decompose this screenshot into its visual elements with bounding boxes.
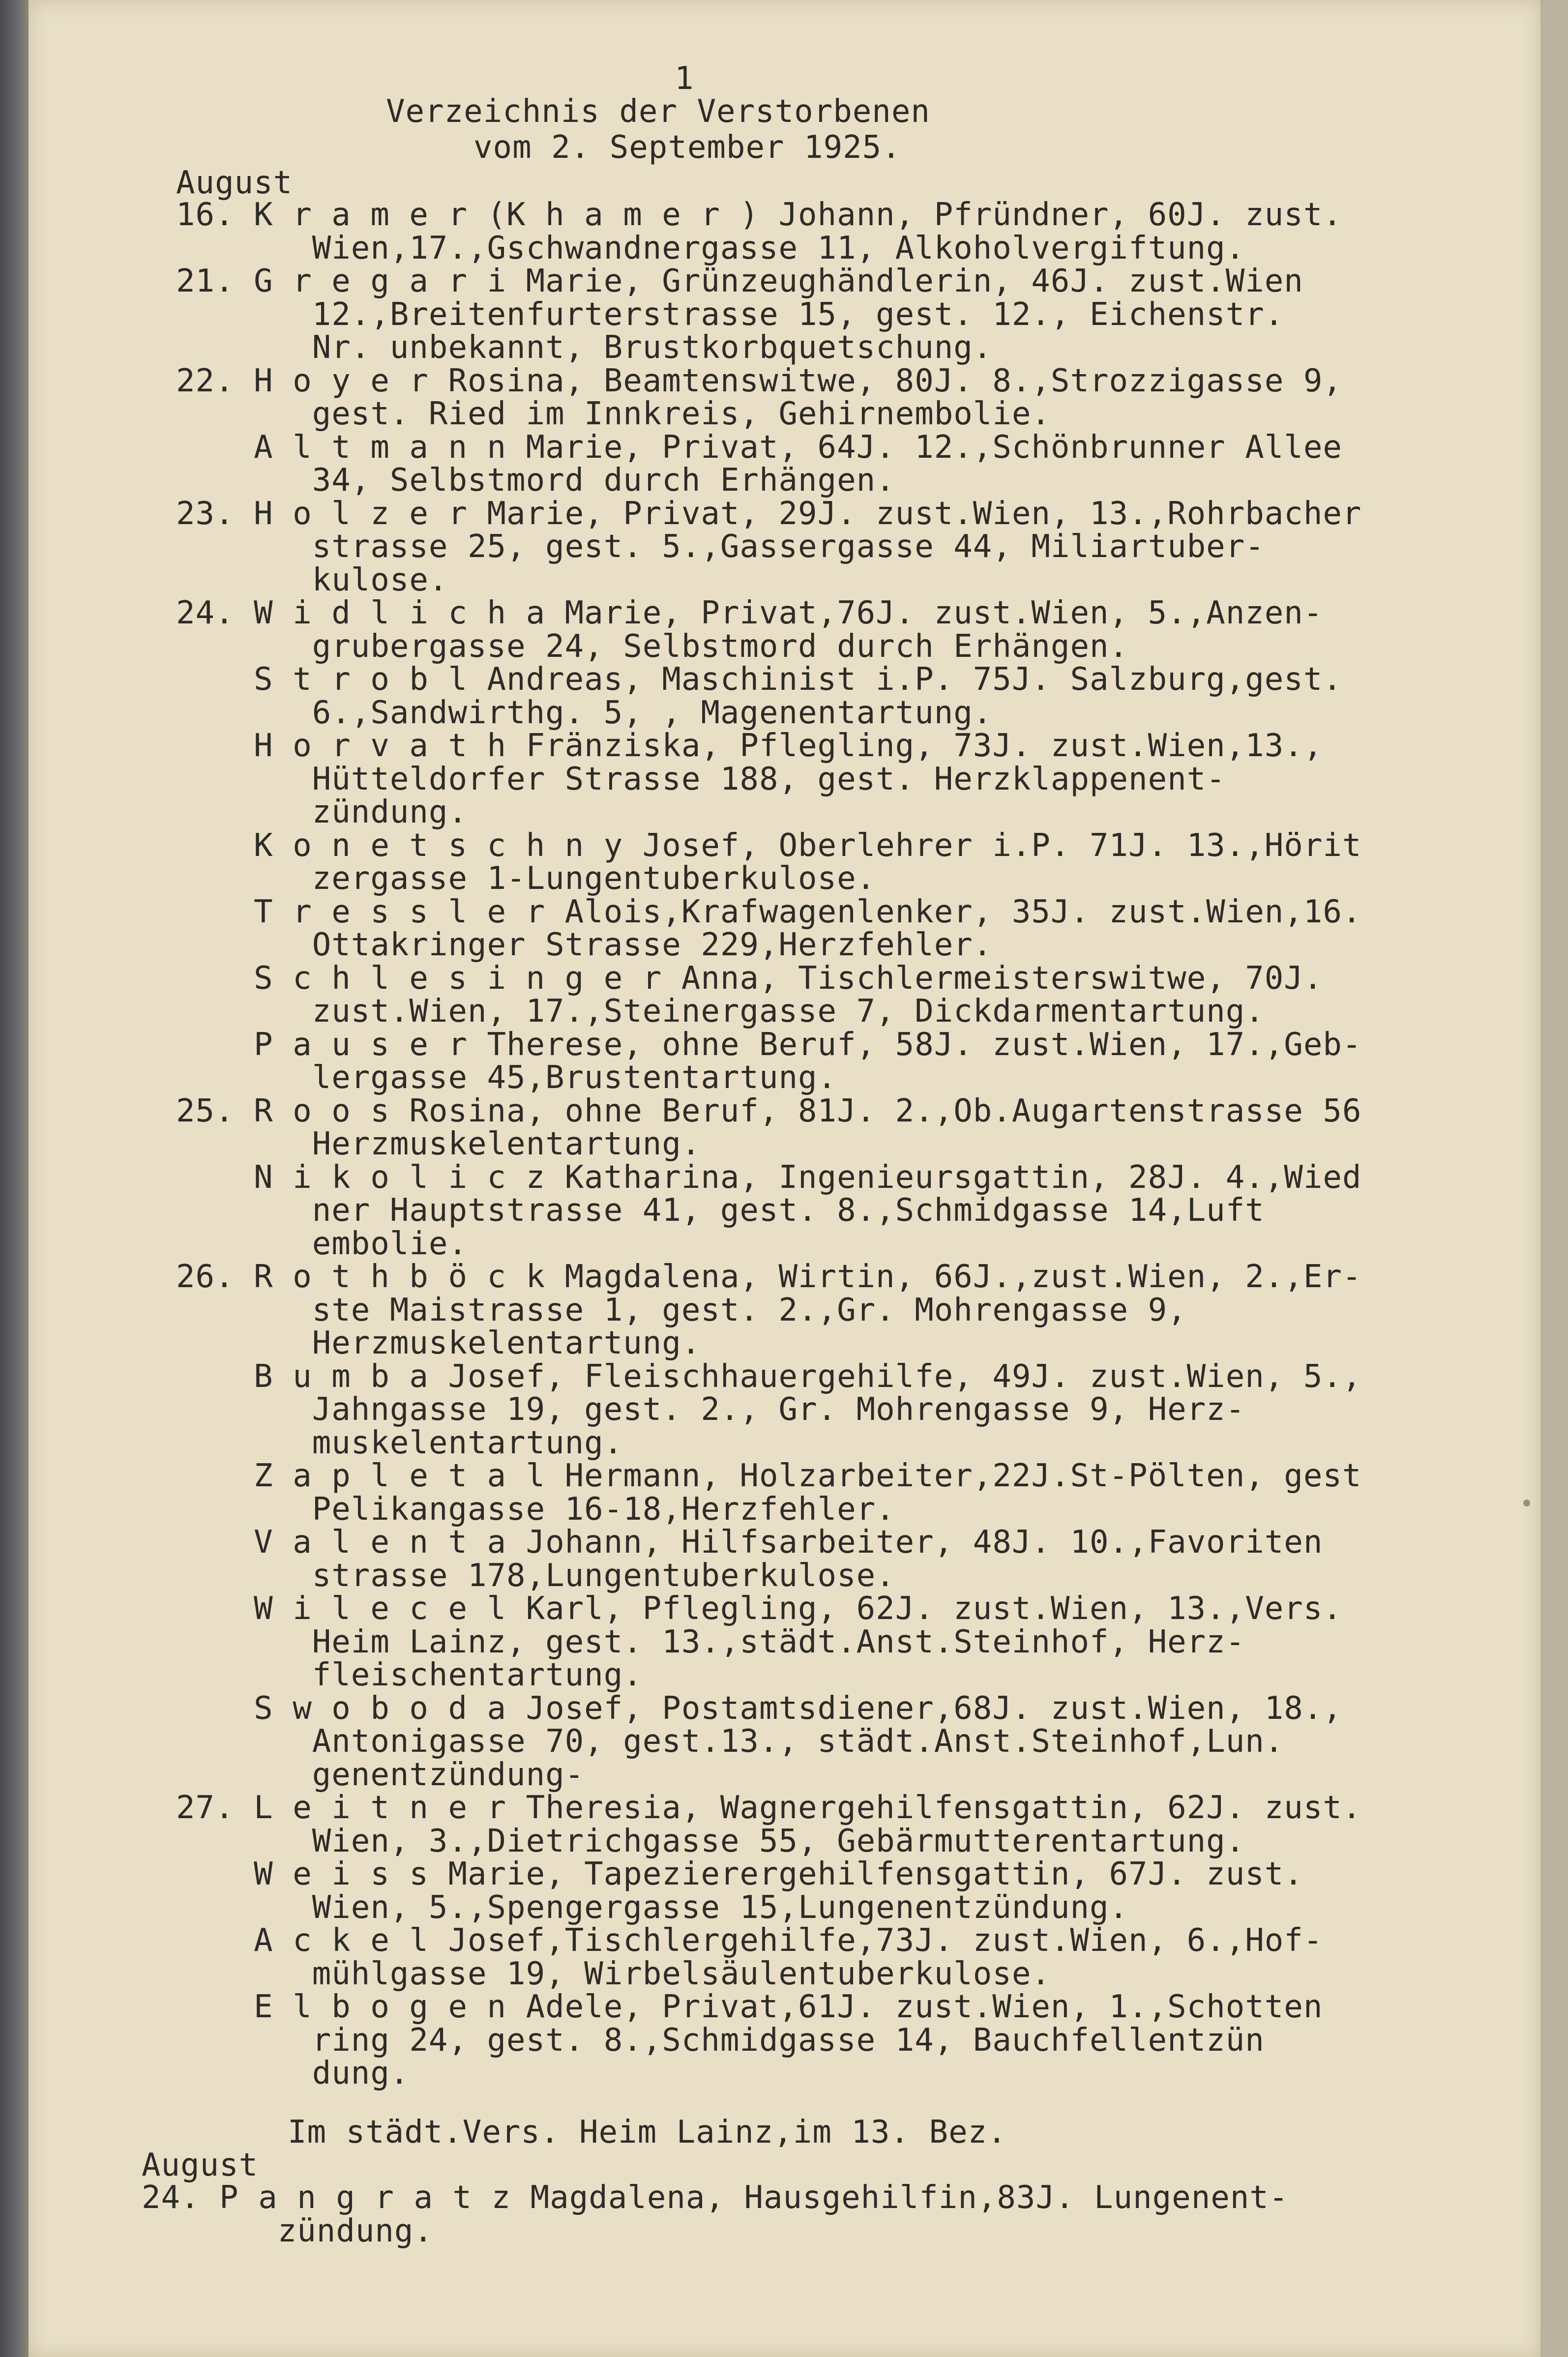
register-line: Wien,17.,Gschwandnergasse 11, Alkoholvergiftung. [176,230,1245,266]
register-line: Herzmuskelentartung. [176,1325,701,1361]
register-line: ring 24, gest. 8.,Schmidgasse 14, Bauchfellentzün [176,2022,1265,2059]
page-number: 1 [675,60,694,97]
register-line: Antonigasse 70, gest.13., städt.Anst.Steinhof,Lun. [176,1723,1284,1760]
register-line: fleischentartung. [176,1657,643,1693]
month-label-2: August [142,2147,259,2183]
register-line: Wien, 5.,Spengergasse 15,Lungenentzündung. [176,1889,1129,1926]
register-line: N i k o l i c z Katharina, Ingenieursgattin, 28J. 4.,Wied [176,1159,1362,1196]
register-line: A c k e l Josef,Tischlergehilfe,73J. zust.Wien, 6.,Hof- [176,1922,1323,1959]
register-line: embolie. [176,1225,468,1262]
register-line: zündung. [142,2212,433,2249]
register-line: gest. Ried im Innkreis, Gehirnembolie. [176,396,1051,432]
register-line: W e i s s Marie, Tapezierergehilfensgattin, 67J. zust. [176,1856,1303,1892]
section-heading-lainz: Im städt.Vers. Heim Lainz,im 13. Bez. [288,2114,1007,2151]
book-binding [0,0,29,2357]
register-line: zergasse 1-Lungentuberkulose. [176,860,876,897]
register-line: H o r v a t h Fränziska, Pflegling, 73J. zust.Wien,13., [176,728,1323,764]
register-line: 24. P a n g r a t z Magdalena, Hausgehilfin,83J. Lungenent- [142,2180,1289,2216]
register-line: S w o b o d a Josef, Postamtsdiener,68J. zust.Wien, 18., [176,1690,1342,1727]
register-line: 25. R o o s Rosina, ohne Beruf, 81J. 2.,Ob.Augartenstrasse 56 [176,1092,1362,1129]
register-line: 12.,Breitenfurterstrasse 15, gest. 12., Eichenstr. [176,296,1284,333]
register-line: strasse 178,Lungentuberkulose. [176,1557,895,1594]
death-register-entries [176,197,1484,2092]
register-line: W i l e c e l Karl, Pflegling, 62J. zust.Wien, 13.,Vers. [176,1591,1342,1627]
register-line: Heim Lainz, gest. 13.,städt.Anst.Steinhof, Herz- [176,1623,1245,1660]
register-line: muskelentartung. [176,1424,623,1461]
register-line: E l b o g e n Adele, Privat,61J. zust.Wien, 1.,Schotten [176,1989,1323,2025]
register-line: 34, Selbstmord durch Erhängen. [176,462,895,499]
register-line: Jahngasse 19, gest. 2., Gr. Mohrengasse 9, Herz- [176,1391,1245,1428]
month-label: August [176,165,293,201]
register-line: Hütteldorfer Strasse 188, gest. Herzklappenent- [176,761,1226,797]
register-line: zündung. [176,794,468,830]
register-line: 23. H o l z e r Marie, Privat, 29J. zust.Wien, 13.,Rohrbacher [176,495,1362,532]
register-line: kulose. [176,561,448,598]
register-line: Herzmuskelentartung. [176,1126,701,1162]
register-line: T r e s s l e r Alois,Krafwagenlenker, 35J. zust.Wien,16. [176,893,1362,930]
register-line: lergasse 45,Brustentartung. [176,1060,837,1096]
register-line: S c h l e s i n g e r Anna, Tischlermeisterswitwe, 70J. [176,960,1323,997]
register-line: Pelikangasse 16-18,Herzfehler. [176,1491,895,1528]
register-line: Ottakringer Strasse 229,Herzfehler. [176,927,993,963]
register-line: 24. W i d l i c h a Marie, Privat,76J. zust.Wien, 5.,Anzen- [176,595,1323,631]
register-line: Wien, 3.,Dietrichgasse 55, Gebärmutterentartung. [176,1823,1245,1859]
register-line: dung. [176,2055,410,2092]
register-line: S t r o b l Andreas, Maschinist i.P. 75J. Salzburg,gest. [176,661,1342,698]
register-line: 27. L e i t n e r Theresia, Wagnergehilfensgattin, 62J. zust. [176,1790,1362,1826]
register-line: ste Maistrasse 1, gest. 2.,Gr. Mohrengasse 9, [176,1292,1187,1328]
document-title: Verzeichnis der Verstorbenen [386,93,930,130]
register-line: grubergasse 24, Selbstmord durch Erhängen. [176,628,1129,665]
register-line: 26. R o t h b ö c k Magdalena, Wirtin, 66J.,zust.Wien, 2.,Er- [176,1259,1362,1295]
register-line: K o n e t s c h n y Josef, Oberlehrer i.P. 71J. 13.,Hörit [176,827,1362,864]
register-line: ner Hauptstrasse 41, gest. 8.,Schmidgasse 14,Luft [176,1192,1265,1229]
register-line: 21. G r e g a r i Marie, Grünzeughändlerin, 46J. zust.Wien [176,263,1303,299]
register-line: A l t m a n n Marie, Privat, 64J. 12.,Schönbrunner Allee [176,429,1342,466]
register-line: P a u s e r Therese, ohne Beruf, 58J. zust.Wien, 17.,Geb- [176,1026,1362,1063]
register-line: B u m b a Josef, Fleischhauergehilfe, 49J. zust.Wien, 5., [176,1358,1362,1395]
register-line: strasse 25, gest. 5.,Gassergasse 44, Miliartuber- [176,529,1265,565]
register-line: Z a p l e t a l Hermann, Holzarbeiter,22J.St-Pölten, gest [176,1458,1362,1494]
document-date: vom 2. September 1925. [473,129,901,166]
register-line: 16. K r a m e r (K h a m e r ) Johann, Pfründner, 60J. zust. [176,197,1342,233]
register-line: mühlgasse 19, Wirbelsäulentuberkulose. [176,1955,1051,1992]
register-line: 6.,Sandwirthg. 5, , Magenentartung. [176,694,993,731]
paper-spot [1523,1500,1530,1506]
register-line: genentzündung- [176,1756,585,1793]
register-line: 22. H o y e r Rosina, Beamtenswitwe, 80J. 8.,Strozzigasse 9, [176,362,1342,399]
register-line: V a l e n t a Johann, Hilfsarbeiter, 48J. 10.,Favoriten [176,1524,1323,1561]
lainz-entries [142,2182,1450,2280]
register-line: Nr. unbekannt, Brustkorbquetschung. [176,329,993,366]
register-line: zust.Wien, 17.,Steinergasse 7, Dickdarmentartung. [176,993,1265,1030]
